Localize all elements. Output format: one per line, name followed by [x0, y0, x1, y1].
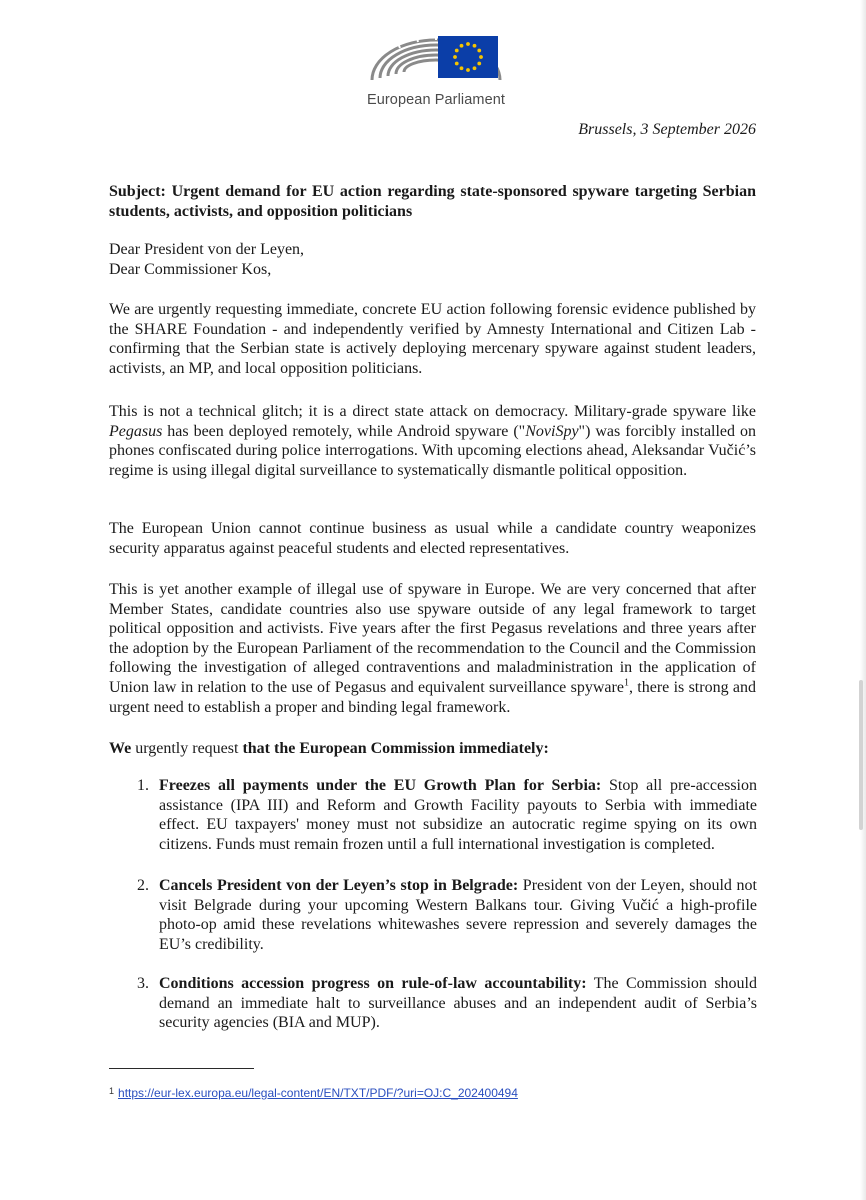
demand-item: [137, 876, 757, 954]
eu-star-icon: [477, 49, 481, 53]
request-heading: [109, 739, 756, 759]
eu-star-icon: [477, 62, 481, 66]
european-parliament-logo: [356, 14, 516, 112]
scrollbar-thumb[interactable]: [859, 680, 863, 830]
paragraph-1: We are urgently requesting immediate, concrete EU action following forensic evidence published by the SHARE Foundation - and independently verified by Amnesty International and Citizen Lab - confirming that the Serbian state is actively deploying mercenary spyware against student leaders, activists, an MP, and local opposition politicians.: [109, 301, 756, 377]
demand-number: 1.: [137, 777, 149, 794]
footnote-link[interactable]: https://eur-lex.europa.eu/legal-content/EN/TXT/PDF/?uri=OJ:C_202400494: [118, 1086, 518, 1100]
demand-text: The Commission should demand an immediate halt to surveillance abuses and an independent audit of Serbia’s security agencies (BIA and MUP).: [159, 975, 757, 1032]
footnote-divider: [109, 1068, 254, 1069]
eu-star-icon: [473, 44, 477, 48]
paragraph-2: [109, 402, 756, 480]
paragraph-4-text-end: , there is strong and urgent need to establish a proper and binding legal framework.: [109, 678, 757, 716]
eu-star-icon: [455, 49, 459, 53]
request-bold: We: [109, 740, 132, 757]
novispy-term: NoviSpy: [525, 422, 579, 440]
letter-subject: Subject: Urgent demand for EU action regarding state-sponsored spyware targeting Serbian students, activists, and opposition politicians: [109, 183, 756, 220]
letter-date: Brussels, 3 September 2026: [578, 121, 756, 138]
eu-star-icon: [466, 42, 470, 46]
demand-item: [137, 776, 757, 854]
demand-item: [137, 974, 757, 1033]
demand-title: Freezes all payments under the EU Growth Plan for Serbia:: [159, 777, 602, 794]
request-normal: urgently request: [131, 740, 243, 757]
eu-star-icon: [466, 68, 470, 72]
scrollbar-track[interactable]: [860, 0, 866, 1200]
salutation: [109, 240, 756, 279]
organization-name: European Parliament: [366, 92, 506, 108]
pegasus-term: Pegasus: [109, 422, 163, 440]
eu-star-icon: [460, 44, 464, 48]
footnote: [109, 1086, 518, 1100]
demand-text: President von der Leyen, should not visit Belgrade during your upcoming Western Balkans tour. Giving Vučić a high-profile photo-op amid these revelations whitewashes severe repression and severely damages the EU’s credibility.: [159, 877, 757, 953]
paragraph-4-text: This is yet another example of illegal use of spyware in Europe. We are very concerned that after Member States, candidate countries also use spyware outside of any legal framework to target political opposition and activists. Five years after the first Pegasus revelations and three years after the adoption by the European Parliament of the recommendation to the Council and the Commission following the investigation of alleged contraventions and maladministration in the application of Union law in relation to the use of Pegasus and equivalent surveillance spyware: [109, 581, 756, 696]
demand-text: Stop all pre-accession assistance (IPA III) and Reform and Growth Facility payouts to Serbia with immediate effect. EU taxpayers' money must not subsidize an autocratic regime spying on its own citizens. Funds must remain frozen until a full international investigation is completed.: [159, 777, 757, 853]
eu-star-icon: [455, 62, 459, 66]
eu-star-icon: [453, 55, 457, 59]
demand-number: 2.: [137, 877, 149, 894]
footnote-reference[interactable]: 1: [623, 677, 629, 689]
hemicycle-icon: [364, 14, 508, 90]
paragraph-2-text: This is not a technical glitch; it is a direct state attack on democracy. Military-grade spyware like: [109, 403, 756, 420]
eu-star-icon: [473, 66, 477, 70]
footnote-number: 1: [109, 1086, 115, 1096]
salutation-line-1: Dear President von der Leyen,: [109, 241, 305, 258]
salutation-line-2: Dear Commissioner Kos,: [109, 260, 272, 278]
paragraph-4: [109, 580, 756, 717]
paragraph-2-text: has been deployed remotely, while Android spyware (": [162, 422, 526, 440]
eu-star-icon: [479, 55, 483, 59]
demand-title: Conditions accession progress on rule-of-law accountability:: [159, 975, 587, 992]
demand-title: Cancels President von der Leyen’s stop in Belgrade:: [159, 877, 519, 894]
paragraph-3: The European Union cannot continue business as usual while a candidate country weaponizes security apparatus against peaceful students and elected representatives.: [109, 520, 756, 557]
request-bold: that the European Commission immediately:: [242, 740, 549, 757]
paragraph-2-text: ") was forcibly installed on phones confiscated during police interrogations. With upcoming elections ahead, Aleksandar Vučić’s regime is using illegal digital surveillance to systematically dismantle political opposition.: [109, 422, 757, 479]
demand-number: 3.: [137, 975, 149, 992]
eu-star-icon: [460, 66, 464, 70]
